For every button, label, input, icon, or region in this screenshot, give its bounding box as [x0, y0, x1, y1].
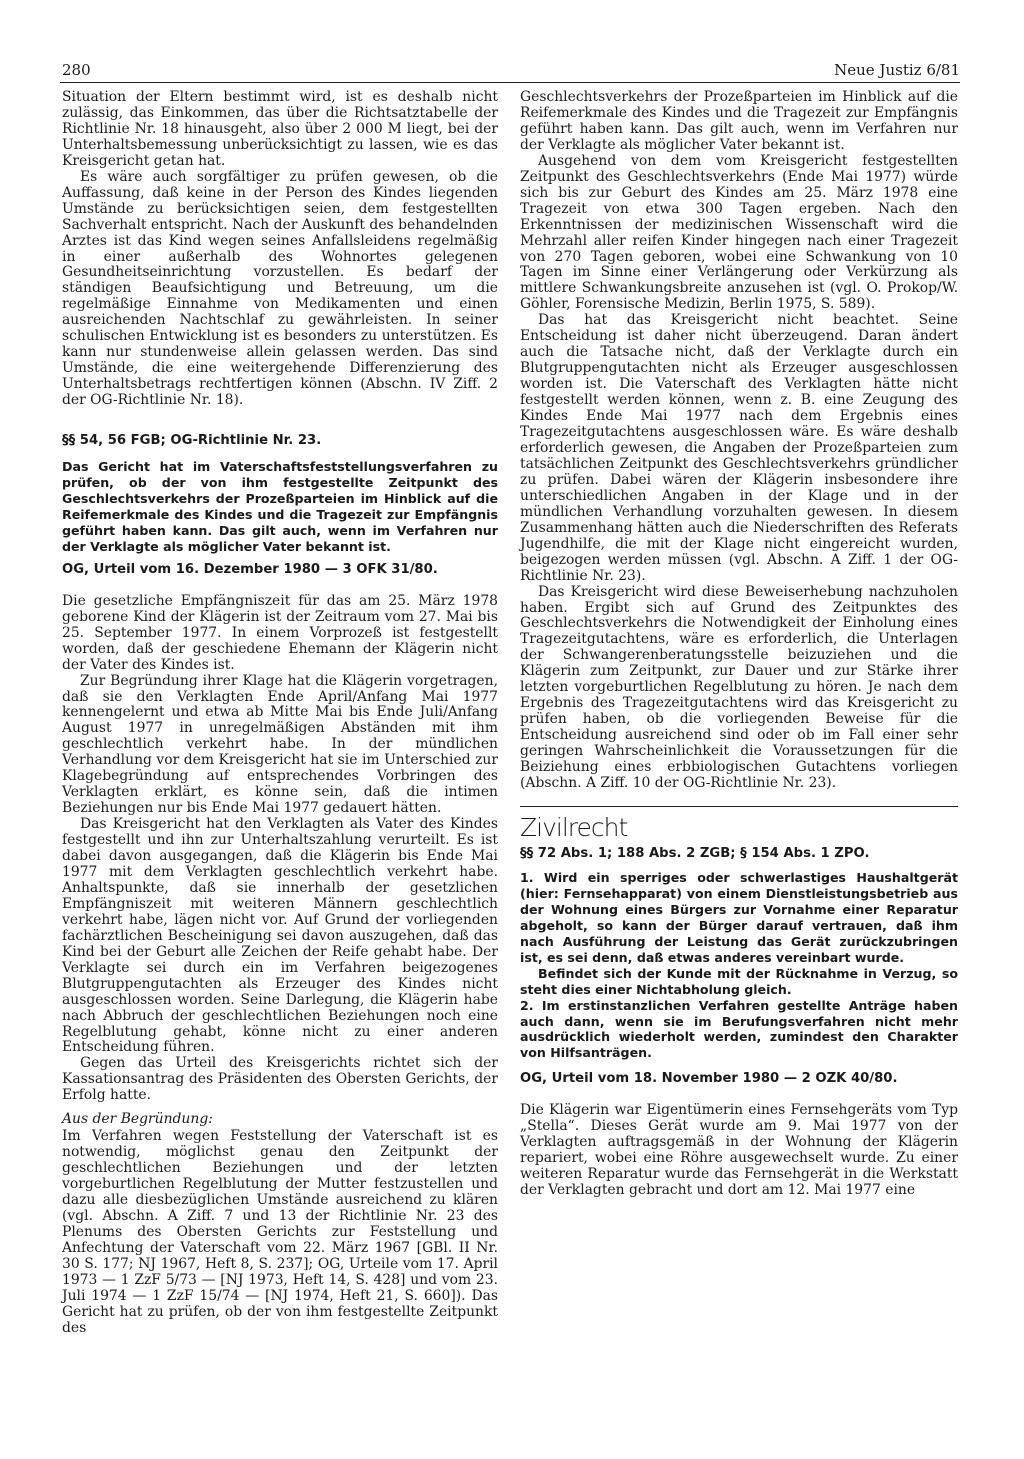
headnote: 1. Wird ein sperriges oder schwerlastiges Haushaltgerät (hier: Fernsehapparat) von einem Dienstleistungsbetrieb aus der Wohnung eines Bürgers zur Vornahme einer Reparatur abgeholt, so kann der Bürger darauf vertrauen, daß ihm nach Ausführung der Leistung das Gerät zurückzubringen ist, es sei denn, daß etwas anderes vereinbart wurde.	[520, 869, 958, 965]
case-citation: §§ 72 Abs. 1; 188 Abs. 2 ZGB; § 154 Abs. 1 ZPO.	[520, 845, 870, 861]
paragraph: Die gesetzliche Empfängniszeit für das am 25. März 1978 geborene Kind der Klägerin ist der Zeitraum vom 27. Mai bis 25. September 1977. In einem Vorprozeß ist festgestellt worden, daß der geschiedene Ehemann der Klägerin nicht der Vater des Kindes ist.	[62, 592, 498, 673]
paragraph: Das hat das Kreisgericht nicht beachtet. Seine Entscheidung ist daher nicht überzeugend. Daran ändert auch die Tatsache nicht, daß der Verklagte durch ein Blutgruppengutachten nicht als Erzeuger ausgeschlossen worden ist. Die Vaterschaft des Verklagten hätte nicht festgestellt werden können, wenn z. B. eine Zeugung des Kindes Ende Mai 1977 nach dem Ergebnis eines Tragezeitgutachtens ausgeschlossen wäre. Es wäre deshalb erforderlich gewesen, die Angaben der Prozeßparteien zum tatsächlichen Zeitpunkt des Geschlechtsverkehrs gründlicher zu prüfen. Dabei wären der Klägerin insbesondere ihre unterschiedlichen Angaben in der Klage und in der mündlichen Verhandlung vorzuhalten gewesen. In diesem Zusammenhang hätten auch die Niederschriften des Referats Jugendhilfe, die mit der Klage nicht eingereicht wurden, beigezogen werden müssen (vgl. Abschn. A Ziff. 1 der OG-Richtlinie Nr. 23).	[520, 312, 958, 584]
paragraph: Ausgehend von dem vom Kreisgericht festgestellten Zeitpunkt des Geschlechtsverkehrs (Ende Mai 1977) würde sich bis zur Geburt des Kindes am 25. März 1978 eine Tragezeit von etwa 300 Tagen ergeben. Nach den Erkenntnissen der medizinischen Wissenschaft wird die Mehrzahl aller reifen Kinder hingegen nach einer Tragezeit von 270 Tagen geboren, wobei eine Schwankung von 10 Tagen im Sinne einer Verlängerung oder Verkürzung als mittlere Schwankungsbreite anzusehen ist (vgl. O. Prokop/W. Göhler, Forensische Medizin, Berlin 1975, S. 589).	[520, 152, 958, 313]
paragraph: Zur Begründung ihrer Klage hat die Klägerin vorgetragen, daß sie den Verklagten Ende April/Anfang Mai 1977 kennengelernt und etwa ab Mitte Mai bis Ende Juli/Anfang August 1977 in unregelmäßigen Abständen mit ihm geschlechtlich verkehrt habe. In der mündlichen Verhandlung vor dem Kreisgericht hat sie im Unterschied zur Klagebegründung auf entsprechendes Vorbringen des Verklagten erklärt, es könne sein, daß die intimen Beziehungen nur bis Ende Mai 1977 gedauert hätten.	[62, 672, 498, 817]
paragraph: Situation der Eltern bestimmt wird, ist es deshalb nicht zulässig, das Einkommen, das über die Richtsatztabelle der Richtlinie Nr. 18 hinausgeht, also über 2 000 M liegt, bei der Unterhaltsbemessung unberücksichtigt zu lassen, wie es das Kreisgericht getan hat.	[62, 89, 498, 169]
paragraph: Das Kreisgericht wird diese Beweiserhebung nachzuholen haben. Ergibt sich auf Grund des Zeitpunktes des Geschlechtsverkehrs die Notwendigkeit der Einholung eines Tragezeitgutachtens, wäre es erforderlich, die Unterlagen der Schwangerenberatungsstelle beizuziehen und die Klägerin zum Zeitpunkt, zur Dauer und zur Stärke ihrer letzten vorgeburtlichen Regelblutung zu hören. Je nach dem Ergebnis des Tragezeitgutachtens wird das Kreisgericht zu prüfen haben, ob die vorliegenden Beweise für die Entscheidung ausreichend sind oder ob im Fall einer sehr geringen Wahrscheinlichkeit die Voraussetzungen für die Beiziehung eines erbbiologischen Gutachtens vorliegen (Abschn. A Ziff. 10 der OG-Richtlinie Nr. 23).	[520, 583, 958, 791]
case-citation: §§ 54, 56 FGB; OG-Richtlinie Nr. 23.	[62, 433, 322, 449]
paragraph: Geschlechtsverkehrs der Prozeßparteien im Hinblick auf die Reifemerkmale des Kindes und die Tragezeit zur Empfängnis geführt haben kann. Das gilt auch, wenn im Verfahren nur der Verklagte als möglicher Vater bekannt ist.	[520, 89, 958, 153]
section-title: Zivilrecht	[520, 806, 958, 846]
headnote: Das Gericht hat im Vaterschaftsfeststellungsverfahren zu prüfen, ob der von ihm festgestellte Zeitpunkt des Geschlechtsverkehrs der Prozeßparteien im Hinblick auf die Reifemerkmale des Kindes und die Tragezeit zur Empfängnis geführt haben kann. Das gilt auch, wenn im Verfahren nur der Verklagte als möglicher Vater bekannt ist.	[62, 459, 498, 554]
left-column	[62, 90, 498, 1337]
reasons-heading: Aus der Begründung:	[62, 1111, 213, 1128]
ruling-reference: OG, Urteil vom 16. Dezember 1980 — 3 OFK 31/80.	[62, 561, 438, 577]
paragraph: Das Kreisgericht hat den Verklagten als Vater des Kindes festgestellt und ihn zur Unterhaltszahlung verurteilt. Es ist dabei davon ausgegangen, daß die Klägerin bis Ende Mai 1977 mit dem Verklagten geschlechtlich verkehrt habe. Anhaltspunkte, daß sie innerhalb der gesetzlichen Empfängniszeit mit weiteren Männern geschlechtlich verkehrt habe, lägen nicht vor. Auf Grund der vorliegenden fachärztlichen Bescheinigung sei davon auszugehen, daß das Kind bei der Geburt alle Zeichen der Reife gehabt habe. Der Verklagte sei durch ein im Verfahren beigezogenes Blutgruppengutachten als Erzeuger des Kindes nicht ausgeschlossen worden. Seine Darlegung, die Klägerin habe nach Abbruch der geschlechtlichen Beziehungen noch eine Regelblutung gehabt, könne nicht zu einer anderen Entscheidung führen.	[62, 816, 498, 1056]
journal-issue: Neue Justiz 6/81	[834, 61, 960, 79]
headnote: Befindet sich der Kunde mit der Rücknahme in Verzug, so steht dies einer Nichtabholung gleich.	[520, 965, 958, 997]
right-column	[520, 90, 958, 1199]
paragraph: Es wäre auch sorgfältiger zu prüfen gewesen, ob die Auffassung, daß keine in der Person des Kindes liegenden Umstände zu berücksichtigen seien, dem festgestellten Sachverhalt entspricht. Nach der Auskunft des behandelnden Arztes ist das Kind wegen seines Anfallsleidens regelmäßig in einer außerhalb des Wohnortes gelegenen Gesundheitseinrichtung vorzustellen. Es bedarf der ständigen Beaufsichtigung und Betreuung, um die regelmäßige Einnahme von Medikamenten und einen ausreichenden Nachtschlaf zu gewährleisten. In seiner schulischen Entwicklung ist es besonders zu unterstützen. Es kann nur stundenweise allein gelassen werden. Das sind Umstände, die eine weitergehende Differenzierung des Unterhaltsbetrags rechtfertigen können (Abschn. IV Ziff. 2 der OG-Richtlinie Nr. 18).	[62, 168, 498, 409]
paragraph: Im Verfahren wegen Feststellung der Vaterschaft ist es notwendig, möglichst genau den Zeitpunkt der geschlechtlichen Beziehungen und der letzten vorgeburtlichen Regelblutung der Mutter festzustellen und dazu alle diesbezüglichen Umstände ausreichend zu klären (vgl. Abschn. A Ziff. 7 und 13 der Richtlinie Nr. 23 des Plenums des Obersten Gerichts zur Feststellung und Anfechtung der Vaterschaft vom 22. März 1967 [GBl. II Nr. 30 S. 177; NJ 1967, Heft 8, S. 237]; OG, Urteile vom 17. April 1973 — 1 ZzF 5/73 — [NJ 1973, Heft 14, S. 428] und vom 23. Juli 1974 — 1 ZzF 15/74 — [NJ 1974, Heft 21, S. 660]). Das Gericht hat zu prüfen, ob der von ihm festgestellte Zeitpunkt des	[62, 1128, 498, 1336]
ruling-reference: OG, Urteil vom 18. November 1980 — 2 OZK 40/80.	[520, 1071, 898, 1087]
paragraph: Gegen das Urteil des Kreisgerichts richtet sich der Kassationsantrag des Präsidenten des Obersten Gerichts, der Erfolg hatte.	[62, 1055, 498, 1104]
headnote: 2. Im erstinstanzlichen Verfahren gestellte Anträge haben auch dann, wenn sie im Berufungsverfahren nicht mehr ausdrücklich wiederholt werden, zumindest den Charakter von Hilfsanträgen.	[520, 997, 958, 1061]
page-number: 280	[62, 61, 91, 79]
paragraph: Die Klägerin war Eigentümerin eines Fernsehgeräts vom Typ „Stella“. Dieses Gerät wurde am 9. Mai 1977 von der Verklagten auftragsgemäß in der Wohnung der Klägerin repariert, wobei eine Röhre ausgewechselt wurde. Zu einer weiteren Reparatur wurde das Fernsehgerät in die Werkstatt der Verklagten gebracht und dort am 12. Mai 1977 eine	[520, 1102, 958, 1199]
running-header	[60, 58, 960, 83]
